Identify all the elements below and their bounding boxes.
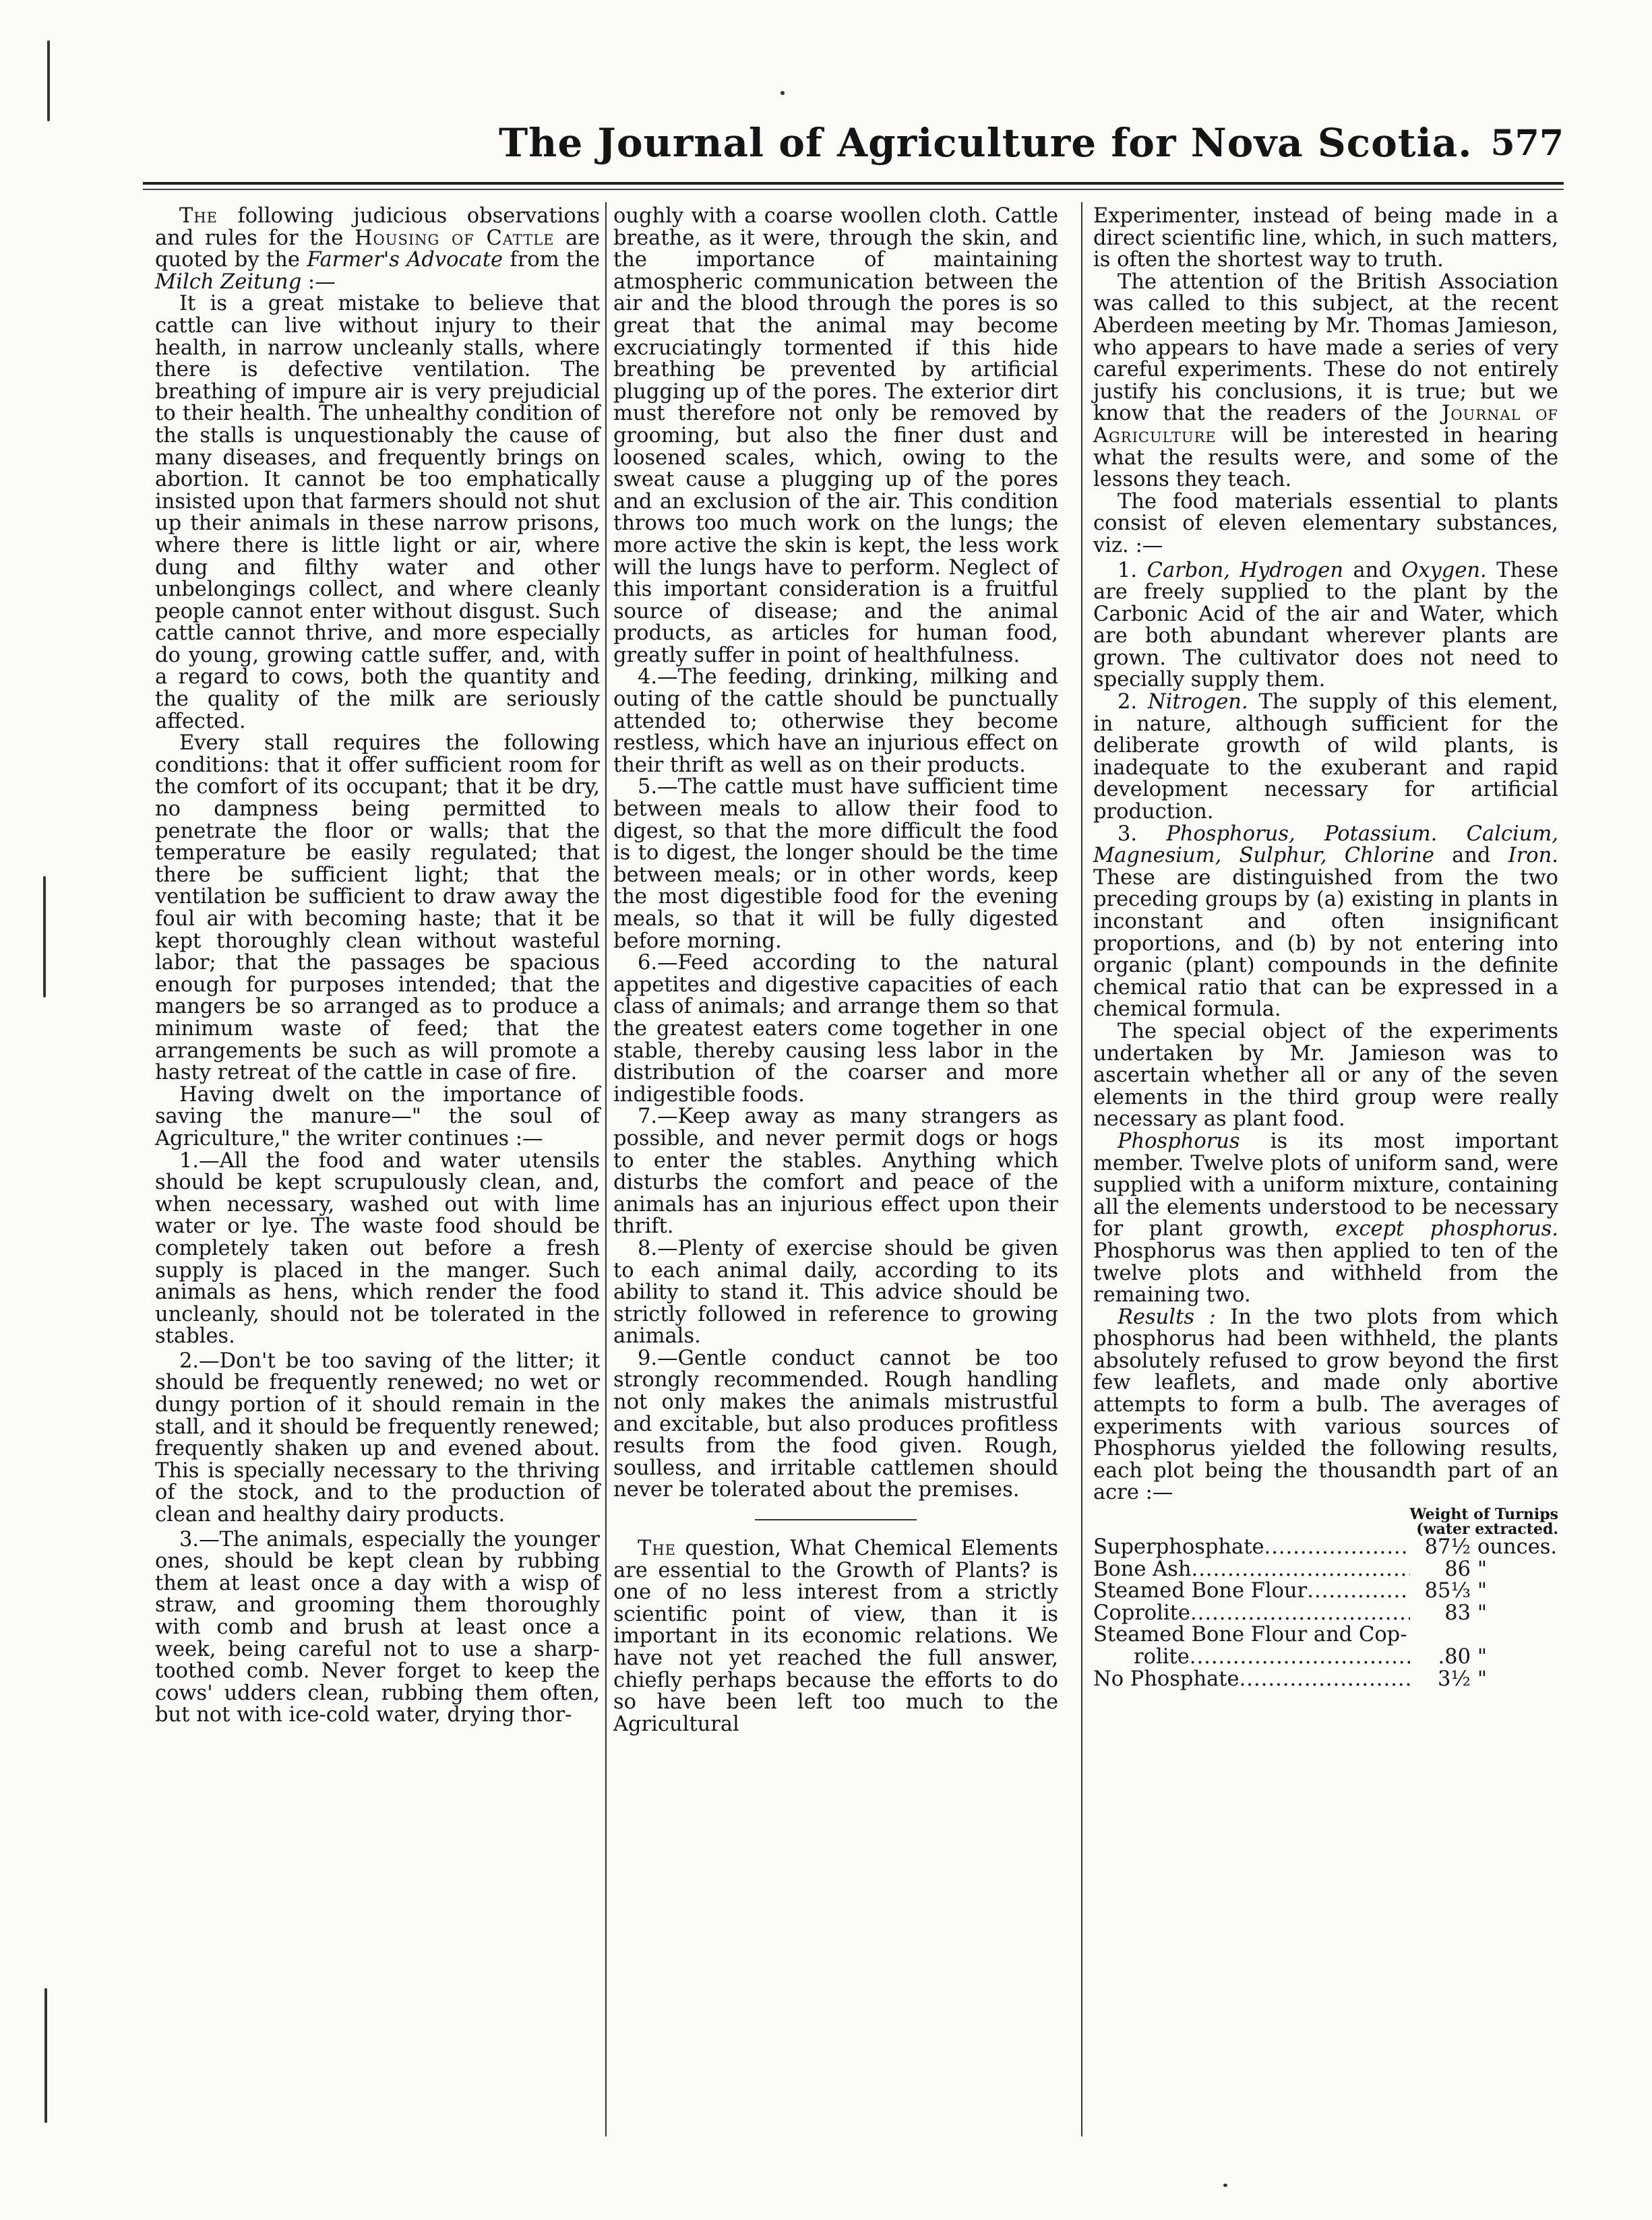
page-number: 577 (1490, 123, 1564, 164)
element-group-3: 3. Phosphorus, Potassium. Calcium, Magnesium, Sulphur, Chlorine and Iron. These are distinguished from the two preceding groups by (a) existing in plants in inconstant and often insignificant proportions, and (b) by not entering into organic (plant) compounds in the definite chemical ratio that can be expressed in a chemical formula. (1093, 822, 1559, 1022)
column-2 (613, 206, 1058, 1735)
journal-title: The Journal of Agriculture for Nova Scotia. (499, 120, 1473, 166)
paragraph: Results : In the two plots from which phosphorus had been withheld, the plants absolutely refused to grow beyond the first few leaflets, and made only abortive attempts to form a bulb. The averages of experiments with various sources of Phosphorus yielded the following results, each plot being the thousandth part of an acre :— (1093, 1305, 1558, 1505)
rule-4: 4.—The feeding, drinking, milking and outing of the cattle should be punctually attended to; otherwise they become restless, which have an injurious effect on their thrift as well as on their products. (613, 665, 1058, 777)
scan-artifact (44, 1988, 47, 2123)
results-table (1093, 1507, 1558, 1690)
table-row: Steamed Bone Flour ..... 85⅓ " (1093, 1580, 1558, 1603)
source-title: Farmer's Advocate (307, 248, 503, 272)
paragraph: Experimenter, instead of being made in a direct scientific line, which, in such matters, is often the shortest way to truth. (1093, 204, 1558, 272)
column-1 (155, 206, 600, 1727)
rule-8: 8.—Plenty of exercise should be given to each animal daily, according to its ability to stand it. This advice should be strictly followed in reference to growing animals. (613, 1236, 1058, 1349)
lead-word: The (638, 1537, 676, 1561)
scan-artifact (781, 91, 785, 95)
rule-7: 7.—Keep away as many strangers as possible, and never permit dogs or hogs to enter the stables. Anything which disturbs the comfort and peace of the animals has an injurious effect upon their thrift. (613, 1105, 1058, 1239)
rule-3: 3.—The animals, especially the younger ones, should be kept clean by rubbing them at least once a day with a wisp of straw, and grooming them thoroughly with comb and brush at least once a week, being careful not to use a sharp-toothed comb. Never forget to keep the cows' udders clean, rubbing them often, but not with ice-cold water, drying thor- (155, 1527, 600, 1727)
table-row: Superphosphate ..... 87½ ounces. (1093, 1537, 1558, 1559)
element-group-1: 1. Carbon, Hydrogen and Oxygen. These are freely supplied to the plant by the Carbonic Acid of the air and Water, which are both abundant wherever plants are grown. The cultivator does not need to specially supply them. (1093, 558, 1558, 692)
element-group-2: 2. Nitrogen. The supply of this element, in nature, although sufficient for the deliberate growth of wild plants, is inadequate to the exuberant and rapid development necessary for artificial production. (1093, 690, 1558, 824)
paragraph: Having dwelt on the importance of saving the manure—" the soul of Agriculture," the writer continues :— (155, 1082, 600, 1150)
header-rule-thin (143, 189, 1564, 190)
column-divider (1081, 202, 1082, 2136)
lead-word: The (179, 204, 218, 228)
rule-9: 9.—Gentle conduct cannot be too strongly recommended. Rough handling not only makes the animals mistrustful and excitable, but also produces profitless results from the food given. Rough, soulless, and irritable cattlemen should never be tolerated about the premises. (613, 1346, 1058, 1502)
rule-2: 2.—Don't be too saving of the litter; it should be frequently renewed; no wet or dungy portion of it should remain in the stall, and it should be frequently renewed; frequently shaken up and evened about. This is specially necessary to the thriving of the stock, and to the production of clean and healthy dairy products. (155, 1349, 600, 1527)
paragraph: The following judicious observations and rules for the Housing of Cattle are quoted by the Farmer's Advocate from the Milch Zeitung :— (155, 204, 601, 294)
paragraph: oughly with a coarse woollen cloth. Cattle breathe, as it were, through the skin, and the importance of maintaining atmospheric communication between the air and the blood through the pores is so great that the animal may become excruciatingly tormented if this hide breathing be prevented by artificial plugging up of the pores. The exterior dirt must therefore not only be removed by grooming, but also the finer dust and loosened scales, which, owing to the sweat cause a plugging up of the pores and an exclusion of the air. This condition throws too much work on the lungs; the more active the skin is kept, the less work will the lungs have to perform. Neglect of this important consideration is a fruitful source of disease; and the animal products, as articles for human food, greatly suffer in point of healthfulness. (613, 204, 1058, 667)
table-row: Bone Ash ..... 86 " (1093, 1559, 1558, 1581)
paragraph: Phosphorus is its most important member. Twelve plots of uniform sand, were supplied with a uniform mixture, containing all the elements understood to be necessary for plant growth, except phosphorus. Phosphorus was then applied to ten of the twelve plots and withheld from the remaining two. (1093, 1129, 1558, 1307)
rule-5: 5.—The cattle must have sufficient time between meals to allow their food to digest, so that the more difficult the food is to digest, the longer should be the time between meals; or in other words, keep the most digestible food for the evening meals, so that it will be fully digested before morning. (613, 775, 1058, 953)
column-3 (1093, 206, 1558, 1690)
table-row: Coprolite ..... 83 " (1093, 1603, 1558, 1625)
section-divider (755, 1519, 917, 1520)
rule-6: 6.—Feed according to the natural appetites and digestive capacities of each class of animals; and arrange them so that the greatest eaters come together in one stable, thereby causing less labor in the distribution of the coarser and more indigestible foods. (613, 951, 1058, 1107)
paragraph: Every stall requires the following conditions: that it offer sufficient room for the comfort of its occupant; that it be dry, no dampness being permitted to penetrate the floor or walls; that the temperature be easily regulated; that there be sufficient light; that the ventilation be sufficient to draw away the foul air with becoming haste; that it be kept thoroughly clean without wasteful labor; that the passages be spacious enough for purposes intended; that the mangers be so arranged as to produce a minimum waste of feed; that the arrangements be such as will promote a hasty retreat of the cattle in case of fire. (155, 731, 600, 1085)
table-row: rolite ..... .80 " (1093, 1646, 1558, 1669)
paragraph: The special object of the experiments undertaken by Mr. Jamieson was to ascertain whether all or any of the seven elements in the third group were really necessary as plant food. (1093, 1019, 1558, 1132)
table-row: No Phosphate ..... 3½ " (1093, 1669, 1558, 1691)
journal-name-caps: Journal of Agriculture (1093, 402, 1559, 448)
subject-caps: Housing of Cattle (354, 226, 555, 250)
header-rule (143, 182, 1564, 185)
paragraph: The question, What Chemical Elements are essential to the Growth of Plants? is one of no less interest from a strictly scientific point of view, than it is important in its economic relations. We have not yet reached the full answer, chiefly perhaps because the efforts to do so have been left too much to the Agricultural (613, 1537, 1058, 1736)
column-divider (605, 202, 607, 2136)
paragraph: The food materials essential to plants consist of eleven elementary substances, viz. :— (1093, 489, 1558, 557)
table-row: Steamed Bone Flour and Cop- (1093, 1623, 1407, 1647)
paragraph: The attention of the British Association was called to this subject, at the recent Aberdeen meeting by Mr. Thomas Jamieson, who appears to have made a series of very careful experiments. These do not entirely justify his conclusions, it is true; but we know that the readers of the Journal of Agriculture will be interested in hearing what the results were, and some of the lessons they teach. (1093, 270, 1559, 492)
scan-artifact (1223, 2184, 1227, 2187)
paragraph: It is a great mistake to believe that cattle can live without injury to their health, in narrow uncleanly stalls, where there is defective ventilation. The breathing of impure air is very prejudicial to their health. The unhealthy condition of the stalls is unquestionably the cause of many diseases, and frequently brings on abortion. It cannot be too emphatically insisted upon that farmers should not shut up their animals in these narrow prisons, where there is little light or air, where dung and filthy water and other unbelongings collect, and where cleanly people cannot enter without disgust. Such cattle cannot thrive, and more especially do young, growing cattle suffer, and, with a regard to cows, both the quantity and the quality of the milk are seriously affected. (155, 292, 600, 733)
rule-1: 1.—All the food and water utensils should be kept scrupulously clean, and, when necessary, washed out with lime water or lye. The waste food should be completely taken out before a fresh supply is placed in the manger. Such animals as hens, which render the food uncleanly, should not be tolerated in the stables. (155, 1148, 600, 1349)
table-header: Weight of Turnips (water extracted. (1409, 1506, 1558, 1539)
scan-artifact (47, 40, 50, 121)
scan-artifact (43, 876, 46, 997)
source-journal: Milch Zeitung (155, 270, 302, 294)
page-header (142, 120, 1564, 181)
